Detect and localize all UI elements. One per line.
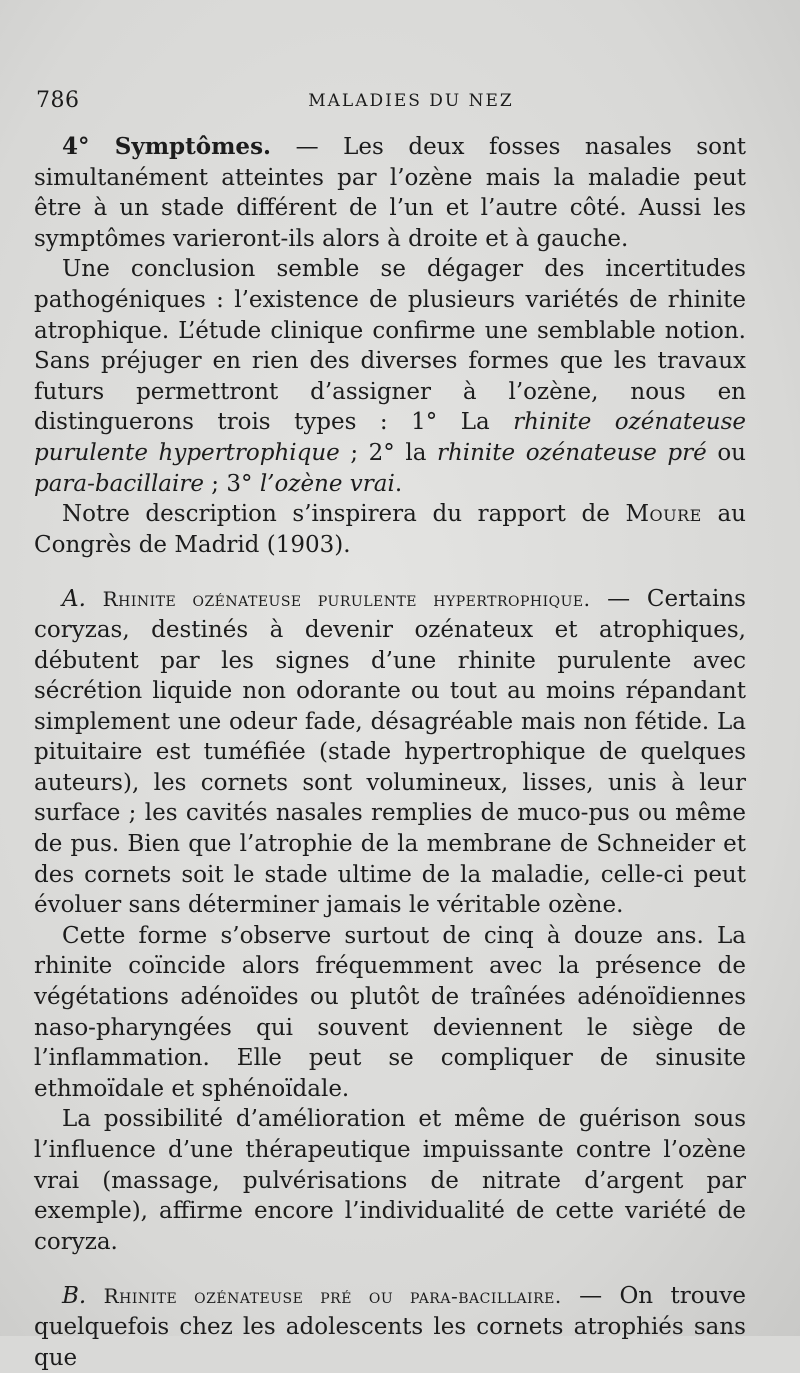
paragraph-section-a (34, 584, 746, 921)
paragraph-types (34, 254, 746, 499)
paragraph-source (34, 499, 746, 560)
section-title: Rhinite ozénateuse purulente hypertrophique. (102, 587, 591, 612)
text-run: ; 3° (203, 470, 260, 497)
page-number: 786 (36, 88, 80, 113)
section-label: 4° Symptômes. (62, 133, 272, 160)
paragraph-text: — On trouve quelquefois chez les adolescents les cornets atrophiés sans que (34, 1283, 746, 1371)
text-run: . (394, 470, 403, 497)
paragraph-text: — Certains coryzas, destinés à devenir ozénateux et atrophiques, débutent par les signes d’une rhinite purulente avec sécrétion liquide non odorante ou tout au moins répandant simplement une odeur fade, désagréable mais non fétide. La pituitaire est tuméfiée (stade hypertrophique de quelques auteurs), les cornets sont volumineux, lisses, unis à leur surface ; les cavités nasales remplies de muco-pus ou même de pus. Bien que l’atrophie de la membrane de Schneider et des cornets soit le stade ultime de la maladie, celle-ci peut évoluer sans déterminer jamais le véritable ozène. (34, 586, 746, 919)
section-letter: A. (62, 586, 86, 613)
paragraph-therapy (34, 1104, 746, 1257)
running-head: MALADIES DU NEZ (308, 91, 514, 111)
paragraph-text: La possibilité d’amélioration et même de guérison sous l’influence d’une thérapeutique impuissante contre l’ozène vrai (massage, pulvérisations de nitrate d’argent par exemple), affirme encore l’individualité de cette variété de coryza. (34, 1106, 746, 1255)
text-run: Notre description s’inspirera du rapport de (62, 501, 626, 528)
paragraph-symptoms (34, 132, 746, 254)
text-run: au Congrès de Madrid (1903). (34, 501, 746, 558)
body-text (34, 132, 746, 1373)
paragraph-text: — Les deux fosses nasales sont simultanément atteintes par l’ozène mais la maladie peut être à un stade différent de l’un et l’autre côté. Aussi les symptômes varieront-ils alors à droite et à gauche. (34, 134, 746, 252)
paragraph-text: Cette forme s’observe surtout de cinq à douze ans. La rhinite coïncide alors fréquemment avec la présence de végétations adénoïdes ou plutôt de traînées adénoïdiennes naso-pharyngées qui souvent deviennent le siège de l’inflammation. Elle peut se compliquer de sinusite ethmoïdale et sphénoïdale. (34, 922, 746, 1102)
section-title: Rhinite ozénateuse pré ou para-bacillaire. (103, 1284, 562, 1309)
text-run: Une conclusion semble se dégager des incertitudes pathogéniques : l’existence de plusieurs variétés de rhinite atrophique. L’étude clinique confirme une semblable notion. Sans préjuger en rien des diverses formes que les travaux futurs permettront d’assigner à l’ozène, nous en distinguerons trois types : 1° La (34, 256, 746, 436)
section-letter: B. (62, 1283, 87, 1310)
type-2-name: rhinite ozénateuse pré (436, 439, 707, 466)
text-run: ou (706, 439, 746, 466)
page-header (36, 88, 756, 118)
type-1-name: rhinite ozénateuse purulente hypertrophique (34, 409, 746, 466)
type-2-alt-name: para-bacillaire (34, 470, 204, 497)
paragraph-age (34, 921, 746, 1105)
type-3-name: l’ozène vrai (259, 470, 395, 497)
author-name: Moure (625, 501, 702, 528)
paragraph-section-b (34, 1281, 746, 1373)
text-run: ; 2° la (339, 439, 437, 466)
